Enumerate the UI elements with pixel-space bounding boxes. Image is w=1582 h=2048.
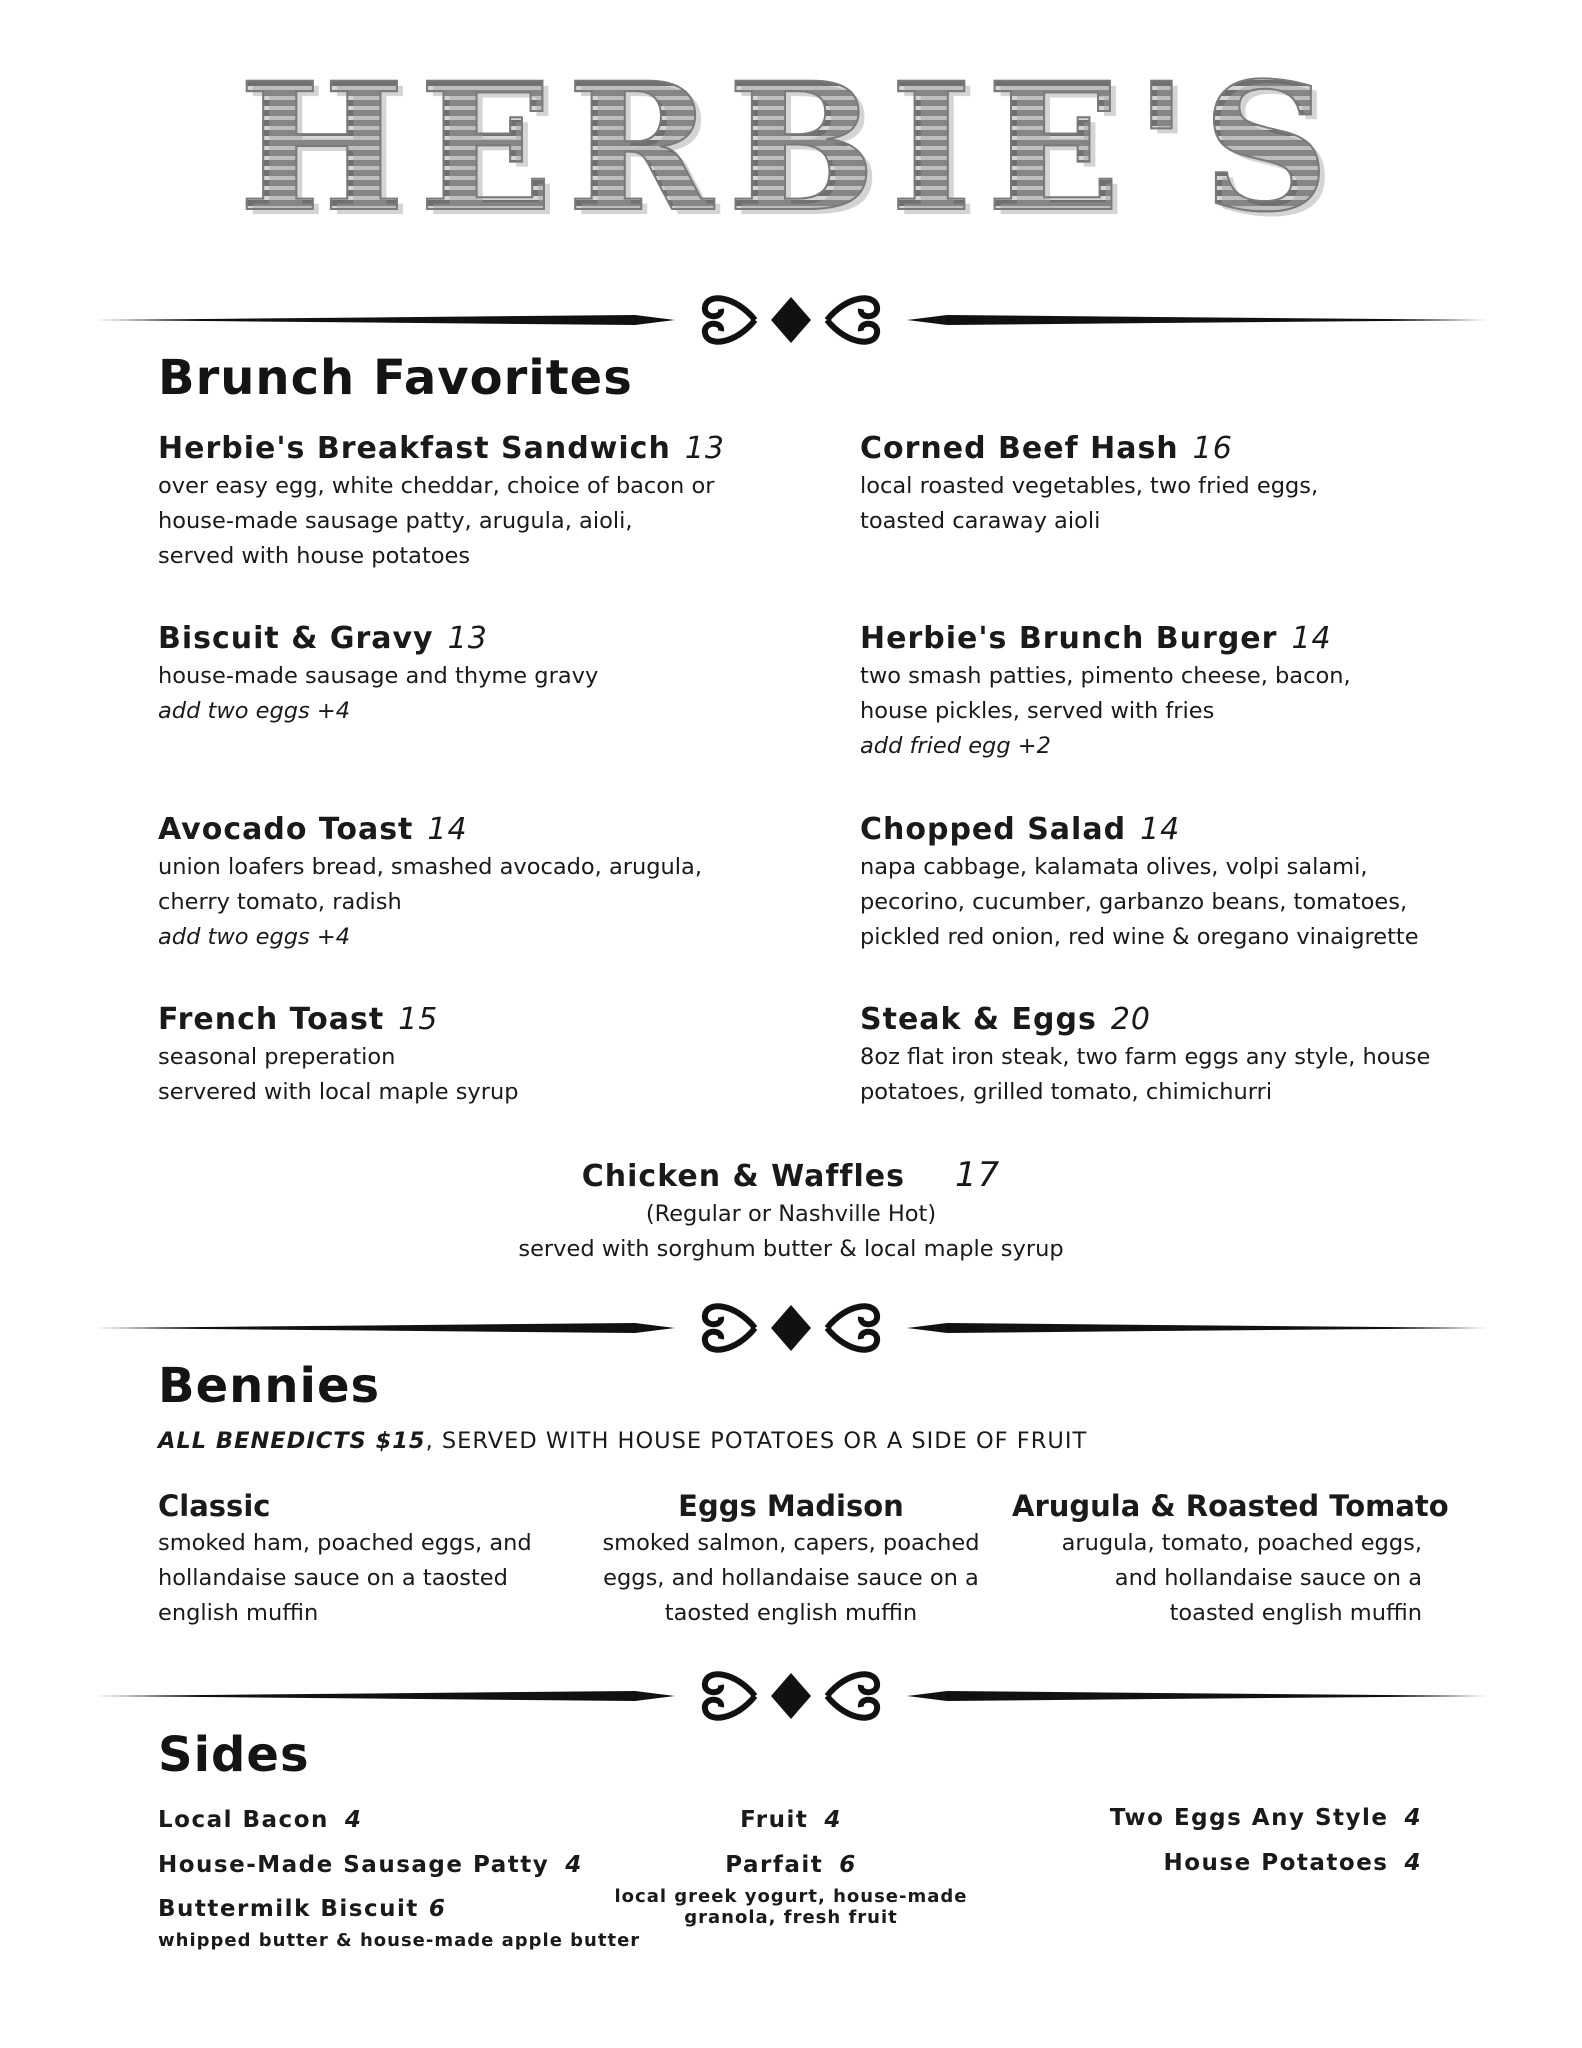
item-description: union loafers bread, smashed avocado, arugula,: [158, 854, 702, 880]
item-name: French Toast: [158, 1002, 385, 1037]
item-description: local roasted vegetables, two fried eggs,: [860, 473, 1319, 499]
menu-item-featured: [391, 1155, 1191, 1267]
side-price: 4: [1404, 1805, 1422, 1831]
side-name: Local Bacon: [158, 1807, 329, 1833]
item-description: house-made sausage and thyme gravy: [158, 663, 599, 689]
benny-description: taosted english muffin: [664, 1600, 918, 1626]
item-addon: add two eggs +4: [158, 924, 351, 950]
item-name: Avocado Toast: [158, 812, 414, 847]
side-price: 4: [824, 1807, 842, 1833]
menu-item: [158, 619, 778, 729]
item-name: Chicken & Waffles: [581, 1159, 905, 1194]
side-name: House-Made Sausage Patty: [158, 1852, 550, 1878]
menu-item: [860, 619, 1480, 764]
item-description: (Regular or Nashville Hot): [645, 1201, 937, 1227]
item-name: Corned Beef Hash: [860, 431, 1179, 466]
side-note-line: local greek yogurt, house-made: [614, 1886, 968, 1907]
side-note-line: granola, fresh fruit: [684, 1907, 898, 1928]
menu-item: [158, 1000, 778, 1110]
benny-description: english muffin: [158, 1600, 319, 1626]
section-title-sides: Sides: [158, 1727, 310, 1783]
item-price: 16: [1192, 431, 1233, 466]
item-price: 20: [1110, 1002, 1152, 1037]
menu-item: [860, 1000, 1480, 1110]
menu-item: [158, 810, 778, 955]
side-item: [158, 1805, 362, 1835]
benny-description: arugula, tomato, poached eggs,: [1061, 1530, 1422, 1556]
item-description: house pickles, served with fries: [860, 698, 1215, 724]
side-item: [158, 1894, 446, 1924]
menu-item: [158, 429, 778, 574]
benny-name: Eggs Madison: [678, 1489, 904, 1523]
benny-description: hollandaise sauce on a taosted: [158, 1565, 508, 1591]
item-price: 17: [954, 1155, 1001, 1195]
benny-item: [1012, 1486, 1449, 1631]
benny-description: toasted english muffin: [1169, 1600, 1422, 1626]
benny-description: smoked ham, poached eggs, and: [158, 1530, 532, 1556]
bennies-note-text: , SERVED WITH HOUSE POTATOES OR A SIDE OF FRUIT: [425, 1428, 1088, 1454]
benny-description: smoked salmon, capers, poached: [602, 1530, 980, 1556]
item-description: pecorino, cucumber, garbanzo beans, tomatoes,: [860, 889, 1408, 915]
item-description: toasted caraway aioli: [860, 508, 1101, 534]
benny-description: eggs, and hollandaise sauce on a: [603, 1565, 979, 1591]
side-price: 6: [839, 1852, 857, 1878]
side-item: [1000, 1848, 1422, 1878]
item-description: 8oz flat iron steak, two farm eggs any style, house: [860, 1044, 1431, 1070]
item-description: served with house potatoes: [158, 543, 471, 569]
benny-item: [158, 1486, 578, 1631]
item-description: seasonal preperation: [158, 1044, 396, 1070]
side-item: [591, 1850, 991, 1880]
benny-name: Arugula & Roasted Tomato: [1012, 1489, 1449, 1523]
side-name: House Potatoes: [1163, 1850, 1389, 1876]
side-item: [591, 1805, 991, 1835]
menu-item: [860, 810, 1480, 955]
item-name: Chopped Salad: [860, 812, 1127, 847]
item-description: pickled red onion, red wine & oregano vinaigrette: [860, 924, 1419, 950]
item-name: Herbie's Brunch Burger: [860, 621, 1278, 656]
item-price: 15: [398, 1002, 439, 1037]
item-description: servered with local maple syrup: [158, 1079, 519, 1105]
item-description: cherry tomato, radish: [158, 889, 402, 915]
side-price: 4: [565, 1852, 583, 1878]
bennies-note: [158, 1428, 1087, 1454]
section-title-bennies: Bennies: [158, 1358, 381, 1414]
side-name: Two Eggs Any Style: [1109, 1805, 1389, 1831]
item-price: 13: [684, 431, 725, 466]
menu-item: [860, 429, 1480, 539]
item-price: 14: [427, 812, 468, 847]
side-price: 4: [344, 1807, 363, 1833]
item-price: 14: [1291, 621, 1332, 656]
side-note: [591, 1886, 991, 1928]
side-name: Parfait: [725, 1852, 824, 1878]
herbies-logo: HERBIE'S: [0, 60, 1582, 236]
side-note: whipped butter & house-made apple butter: [158, 1930, 641, 1951]
bennies-note-emphasis: ALL BENEDICTS $15: [158, 1428, 426, 1454]
benny-item: [576, 1486, 1006, 1631]
section-title-brunch: Brunch Favorites: [158, 350, 633, 406]
item-addon: add two eggs +4: [158, 698, 351, 724]
side-item: [158, 1850, 583, 1880]
side-price: 4: [1404, 1850, 1422, 1876]
benny-name: Classic: [158, 1489, 271, 1523]
item-description: potatoes, grilled tomato, chimichurri: [860, 1079, 1273, 1105]
item-description: over easy egg, white cheddar, choice of bacon or: [158, 473, 715, 499]
item-description: house-made sausage patty, arugula, aioli,: [158, 508, 633, 534]
item-addon: add fried egg +2: [860, 733, 1051, 759]
item-description: two smash patties, pimento cheese, bacon,: [860, 663, 1351, 689]
item-description: served with sorghum butter & local maple syrup: [518, 1236, 1064, 1262]
item-name: Biscuit & Gravy: [158, 621, 434, 656]
side-name: Buttermilk Biscuit: [158, 1896, 419, 1922]
side-price: 6: [428, 1896, 447, 1922]
side-name: Fruit: [740, 1807, 809, 1833]
benny-description: and hollandaise sauce on a: [1114, 1565, 1422, 1591]
side-item: [1000, 1803, 1422, 1833]
item-price: 13: [447, 621, 488, 656]
item-price: 14: [1140, 812, 1181, 847]
item-name: Steak & Eggs: [860, 1002, 1097, 1037]
item-description: napa cabbage, kalamata olives, volpi salami,: [860, 854, 1368, 880]
item-name: Herbie's Breakfast Sandwich: [158, 431, 671, 466]
